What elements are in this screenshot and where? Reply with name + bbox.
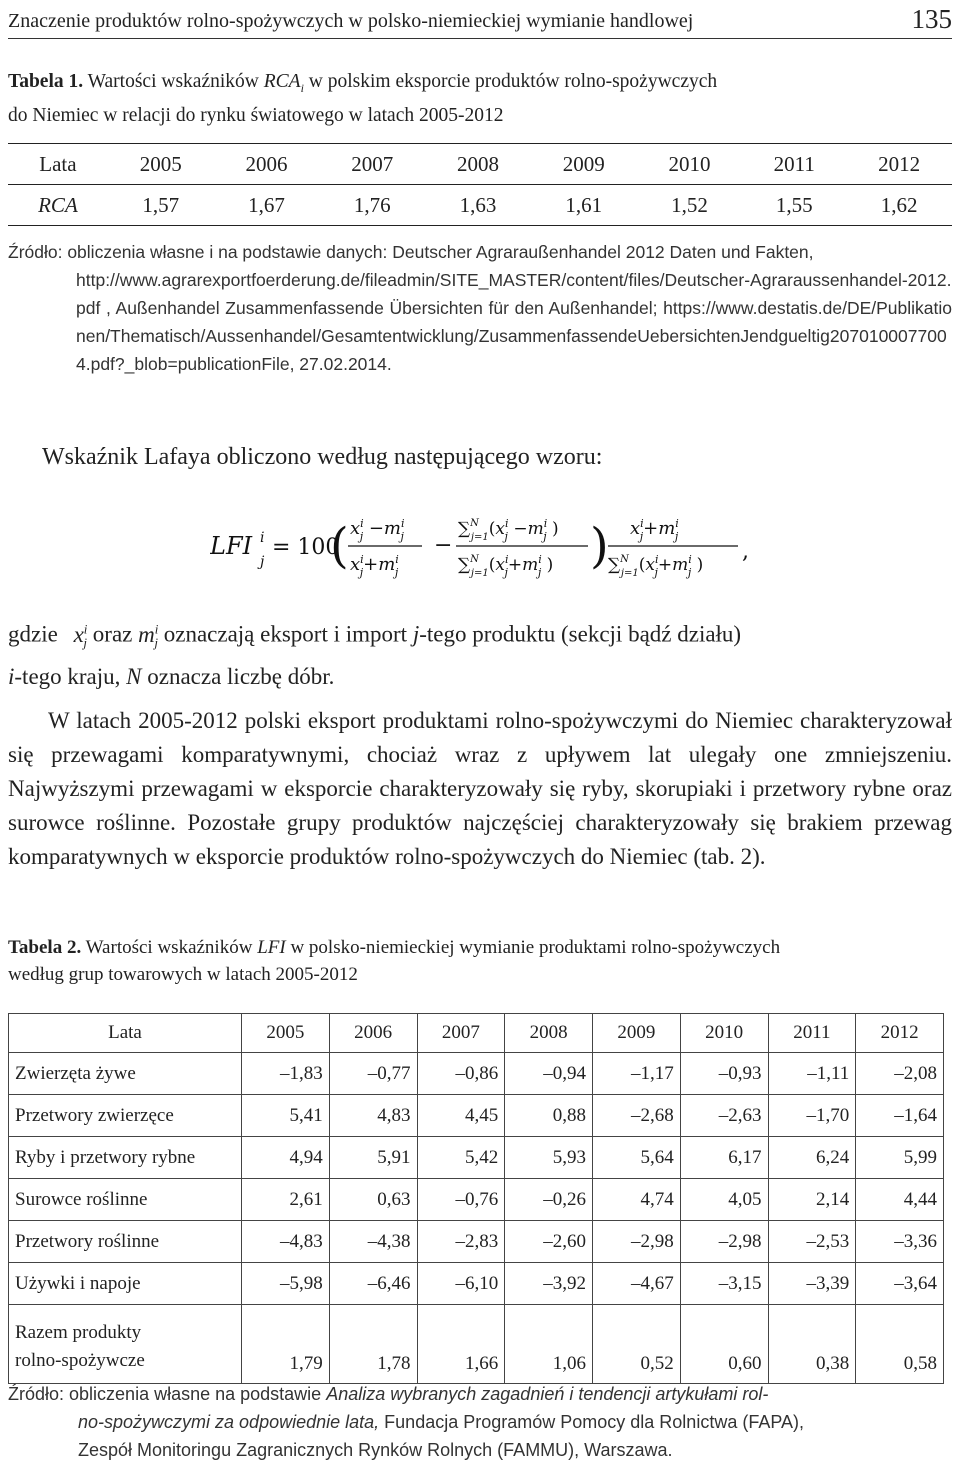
cell: 4,05 [680, 1179, 768, 1221]
cell: –3,15 [680, 1263, 768, 1305]
cell: –2,68 [593, 1095, 681, 1137]
table-row [9, 1053, 944, 1095]
cell: 4,83 [329, 1095, 417, 1137]
running-header [8, 4, 952, 39]
table1-cell: 1,52 [637, 185, 743, 226]
table2-total-row [9, 1305, 944, 1384]
svg-text:xij+mij: $x^i$ $j+m^i$ j [630, 517, 679, 543]
cell: 0,60 [680, 1305, 768, 1384]
table1 [8, 143, 952, 226]
table1-row-label: RCA [8, 185, 108, 226]
table1-cell: 1,55 [742, 185, 846, 226]
formula-sub: j [260, 554, 265, 570]
cell: –2,83 [417, 1221, 505, 1263]
row-label: Przetwory roślinne [9, 1221, 242, 1263]
svg-text:): ) [590, 518, 609, 574]
cell: –1,64 [856, 1095, 944, 1137]
cell: –2,98 [680, 1221, 768, 1263]
svg-text:xij+mij: $x^i$ $j+m^i$ j [350, 553, 399, 579]
cell: –3,92 [505, 1263, 593, 1305]
table1-caption [8, 68, 952, 129]
cell: –2,60 [505, 1221, 593, 1263]
row-label: Surowce roślinne [9, 1179, 242, 1221]
cell: –0,86 [417, 1053, 505, 1095]
cell: 0,58 [856, 1305, 944, 1384]
table-row [9, 1095, 944, 1137]
table1-source-line1: Źródło: obliczenia własne i na podstawie danych: Deutscher Agraraußenhandel 2012 Daten und Fakten, [8, 242, 814, 262]
cell: 5,93 [505, 1137, 593, 1179]
cell: 1,06 [505, 1305, 593, 1384]
formula-sup: i [260, 530, 265, 546]
svg-text:,: , [742, 539, 749, 564]
cell: 4,45 [417, 1095, 505, 1137]
cell: –6,10 [417, 1263, 505, 1305]
cell: –2,98 [593, 1221, 681, 1263]
cell: 6,17 [680, 1137, 768, 1179]
table1-year: 2007 [319, 144, 425, 185]
table-row [9, 1263, 944, 1305]
table-row [9, 1179, 944, 1221]
svg-text:∑Nj=1(xij+mij ): ∑$^N$ $j=1(x^i$ $j+m^i$ j ) [608, 553, 704, 579]
cell: –0,94 [505, 1053, 593, 1095]
svg-text:−: − [434, 533, 453, 558]
table1-cell: 1,57 [108, 185, 214, 226]
cell: –1,11 [768, 1053, 856, 1095]
cell: –5,98 [242, 1263, 330, 1305]
cell: –1,70 [768, 1095, 856, 1137]
table2-year: 2012 [856, 1014, 944, 1053]
table1-caption-text: Wartości wskaźników [87, 71, 259, 92]
cell: 0,88 [505, 1095, 593, 1137]
table1-cell: 1,62 [846, 185, 952, 226]
table2-header-row [9, 1014, 944, 1053]
table1-year: 2009 [531, 144, 637, 185]
running-title: Znaczenie produktów rolno-spożywczych w polsko-niemieckiej wymianie handlowej [8, 10, 694, 32]
table1-header-row [8, 144, 952, 185]
table1-year: 2008 [425, 144, 531, 185]
cell: –2,08 [856, 1053, 944, 1095]
cell: 5,42 [417, 1137, 505, 1179]
cell: 1,79 [242, 1305, 330, 1384]
table1-year: 2012 [846, 144, 952, 185]
cell: 5,41 [242, 1095, 330, 1137]
lfi-formula [210, 506, 770, 586]
table1-year: 2006 [214, 144, 320, 185]
cell: 1,66 [417, 1305, 505, 1384]
table2 [8, 1013, 944, 1384]
cell: 4,44 [856, 1179, 944, 1221]
cell: 2,14 [768, 1179, 856, 1221]
table1-cell: 1,76 [319, 185, 425, 226]
table2-source: Źródło: obliczenia własne na podstawie Analiza wybranych zagadnień i tendencji artykułami rol- no-spożywczymi za odpowiednie lata, Fundacja Programów Pomocy dla Rolnictwa (FAPA), Zespół Monitoringu Zagranicznych Rynków Rolnych (FAMMU), Warszawa. [8, 1384, 804, 1460]
cell: 2,61 [242, 1179, 330, 1221]
svg-text:(: ( [330, 518, 349, 574]
cell: –2,63 [680, 1095, 768, 1137]
rca-symbol: $RCA_i$ [263, 71, 304, 95]
body-paragraph: W latach 2005-2012 polski eksport produktami rolno-spożywczymi do Niemiec charakteryzował się przewagami komparatywnymi, chociaż wraz z upływem lat ulegały one zmniejszeniu. Najwyższymi przewagami w eksporcie charakteryzowały się ryby, skorupiaki i przetwory rybne oraz surowce roślinne. Pozostałe grupy produktów najczęściej charakteryzowały się brakiem przewag komparatywnych w eksporcie produktów rolno-spożywczych do Niemiec (tab. 2). [8, 708, 952, 869]
table1-rca-row [8, 185, 952, 226]
table2-year: 2005 [242, 1014, 330, 1053]
row-label: Zwierzęta żywe [9, 1053, 242, 1095]
row-label: Używki i napoje [9, 1263, 242, 1305]
table2-year: 2008 [505, 1014, 593, 1053]
table-row [9, 1137, 944, 1179]
svg-text:∑Nj=1(xij −mij ): ∑$^N$ $j=1(x^i$ $j -m^i$ j ) [458, 517, 559, 543]
formula-lhs: LFI [210, 532, 253, 560]
table1-year: 2005 [108, 144, 214, 185]
cell: 5,91 [329, 1137, 417, 1179]
cell: –0,93 [680, 1053, 768, 1095]
row-label: Ryby i przetwory rybne [9, 1137, 242, 1179]
table1-header-label: Lata [8, 144, 108, 185]
cell: 4,94 [242, 1137, 330, 1179]
page-number: 135 [911, 4, 952, 34]
cell: 6,24 [768, 1137, 856, 1179]
formula-intro: Wskaźnik Lafaya obliczono według następującego wzoru: [42, 444, 603, 470]
cell: –4,67 [593, 1263, 681, 1305]
cell: 0,63 [329, 1179, 417, 1221]
table2-caption: Tabela 2. Wartości wskaźników LFI w polsko-niemieckiej wymianie produktami rolno-spożywczych według grup towarowych w latach 2005-2012 [8, 937, 781, 985]
cell: –0,26 [505, 1179, 593, 1221]
table1-year: 2011 [742, 144, 846, 185]
table1-label: Tabela 1. [8, 71, 84, 92]
cell: –0,77 [329, 1053, 417, 1095]
table1-year: 2010 [637, 144, 743, 185]
cell: 0,52 [593, 1305, 681, 1384]
table2-header-label: Lata [9, 1014, 242, 1053]
table2-year: 2009 [593, 1014, 681, 1053]
cell: –4,38 [329, 1221, 417, 1263]
table2-year: 2010 [680, 1014, 768, 1053]
table1-caption-line2: do Niemiec w relacji do rynku światowego w latach 2005-2012 [8, 104, 504, 126]
table2-year: 2011 [768, 1014, 856, 1053]
table2-year: 2006 [329, 1014, 417, 1053]
table1-source [8, 238, 952, 378]
table1-cell: 1,63 [425, 185, 531, 226]
total-label: Razem produkty rolno-spożywcze [9, 1305, 242, 1384]
cell: –1,83 [242, 1053, 330, 1095]
cell: 1,78 [329, 1305, 417, 1384]
cell: 4,74 [593, 1179, 681, 1221]
table1-caption-text-b: w polskim eksporcie produktów rolno-spożywczych [308, 71, 718, 92]
table1-source-urls: http://www.agrarexportfoerderung.de/fileadmin/SITE_MASTER/content/files/Deutscher-Agraraussenhandel-2012.pdf , Außenhandel Zusammenfassende Übersichten für den Außenhandel; https://www.destatis.de/DE/Publikationen/Thematisch/Aussenhandel/Gesamtentwicklung/ZusammenfassendeUebersichtenJendgueltig2070100077004.pdf?_blob=publicationFile, 27.02.2014. [76, 270, 952, 374]
svg-text:∑Nj=1(xij+mij ): ∑$^N$ $j=1(x^i$ $j+m^i$ j ) [458, 553, 554, 579]
svg-text:xij −mij: $x^i$ $j -m^i$ j [350, 517, 405, 543]
cell: 5,99 [856, 1137, 944, 1179]
table1-cell: 1,61 [531, 185, 637, 226]
cell: –3,36 [856, 1221, 944, 1263]
table2-label: Tabela 2. [8, 937, 82, 958]
cell: 5,64 [593, 1137, 681, 1179]
cell: –1,17 [593, 1053, 681, 1095]
cell: –6,46 [329, 1263, 417, 1305]
cell: –3,64 [856, 1263, 944, 1305]
formula-explanation: gdzie $x^i_j$ oraz $m^i_j$ oznaczają eksport i import j-tego produktu (sekcji bądź działu) i-tego kraju, N oznacza liczbę dóbr. [8, 621, 742, 690]
table1-cell: 1,67 [214, 185, 320, 226]
row-label: Przetwory zwierzęce [9, 1095, 242, 1137]
formula-factor: = 100 [272, 535, 340, 560]
cell: –0,76 [417, 1179, 505, 1221]
cell: –2,53 [768, 1221, 856, 1263]
cell: –3,39 [768, 1263, 856, 1305]
cell: –4,83 [242, 1221, 330, 1263]
table2-year: 2007 [417, 1014, 505, 1053]
table-row [9, 1221, 944, 1263]
cell: 0,38 [768, 1305, 856, 1384]
